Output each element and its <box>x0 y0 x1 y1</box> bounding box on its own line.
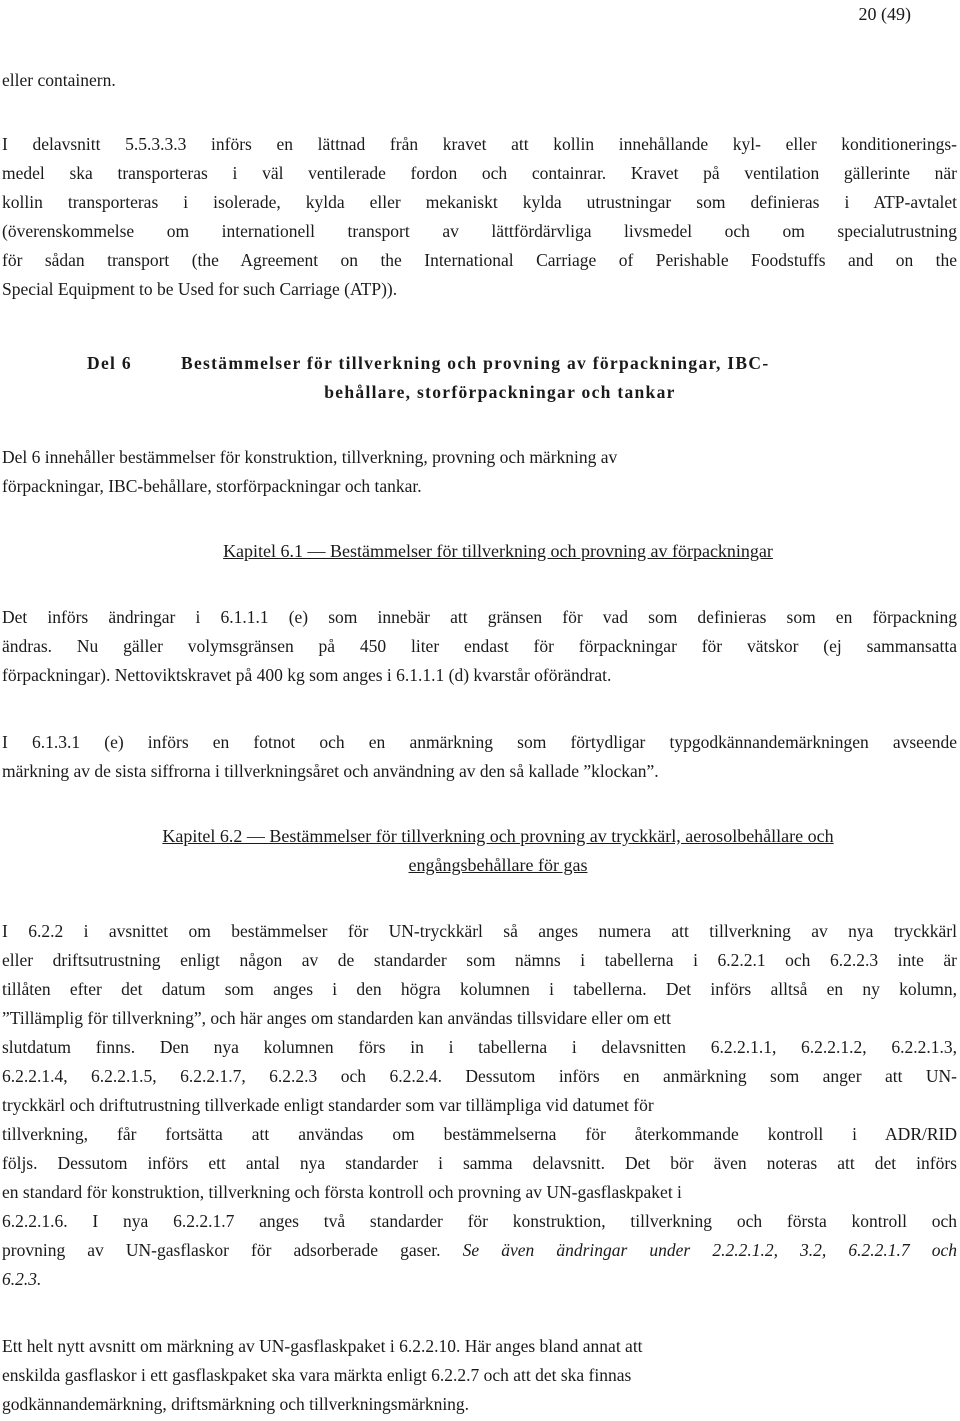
text-line <box>2 1265 957 1294</box>
text-line: förpackningar). Nettoviktskravet på 400 kg som anges i 6.1.1.1 (d) kvarstår oförändrat. <box>2 665 612 685</box>
text-line: godkännandemärkning, driftsmärkning och tillverkningsmärkning. <box>2 1394 470 1414</box>
cross-reference: Se även ändringar under 2.2.2.1.2, 3.2, 6.2.2.1.7 och <box>462 1240 957 1260</box>
chapter-heading-6-2-continued: engångsbehållare för gas <box>408 855 588 875</box>
text-line: ”Tillämplig för tillverkning”, och här anges om standarden kan användas tillsvidare eller om ett <box>2 1008 672 1028</box>
text-line: en standard för konstruktion, tillverkning och första kontroll och provning av UN-gasflaskpaket i <box>2 1182 682 1202</box>
paragraph-part-intro <box>2 443 957 501</box>
text-line: medel ska transporteras i väl ventilerade fordon och containrar. Kravet på ventilation gällerinte när <box>2 163 957 183</box>
text-line: enskilda gasflaskor i ett gasflaskpaket ska vara märkta enligt 6.2.2.7 och att det ska finnas <box>2 1365 632 1385</box>
text-line: I 6.2.2 i avsnittet om bestämmelser för UN-tryckkärl så anges numera att tillverkning av nya tryckkärl <box>2 921 957 941</box>
text-line: Det införs ändringar i 6.1.1.1 (e) som innebär att gränsen för vad som definieras som en förpackning <box>2 607 957 627</box>
page-number: 20 (49) <box>858 4 911 24</box>
text-line: ändras. Nu gäller volymsgränsen på 450 liter endast för förpackningar för vätskor (ej sammansatta <box>2 636 957 656</box>
text-line: Special Equipment to be Used for such Carriage (ATP)). <box>2 279 398 299</box>
text-line: för sådan transport (the Agreement on the International Carriage of Perishable Foodstuffs and on the <box>2 250 957 270</box>
text-line: märkning av de sista siffrorna i tillverkningsåret och användning av den så kallade ”klockan”. <box>2 761 659 781</box>
text-line: I 6.1.3.1 (e) införs en fotnot och en anmärkning som förtydligar typgodkännandemärkningen avseende <box>2 732 957 752</box>
text-line <box>2 1236 957 1265</box>
text-line: Ett helt nytt avsnitt om märkning av UN-gasflaskpaket i 6.2.2.10. Här anges bland annat att <box>2 1336 643 1356</box>
text-line: tillverkning, får fortsätta att användas om bestämmelserna för återkommande kontroll i ADR/RID <box>2 1124 957 1144</box>
text-line: tryckkärl och driftutrustning tillverkade enligt standarder som var tillämpliga vid datumet för <box>2 1095 654 1115</box>
text-line: Del 6 innehåller bestämmelser för konstruktion, tillverkning, provning och märkning av <box>2 447 618 467</box>
text-line: följs. Dessutom införs ett antal nya standarder i samma delavsnitt. Det bör även noteras att det införs <box>2 1153 957 1173</box>
part-number: Del 6 <box>87 353 132 373</box>
paragraph-pressure-receptacles <box>2 917 957 1294</box>
text-line: eller containern. <box>2 70 116 90</box>
text-run: provning av UN-gasflaskor för adsorberade gaser. <box>2 1240 441 1260</box>
paragraph-cooling-agents <box>2 130 957 304</box>
text-line: förpackningar, IBC-behållare, storförpackningar och tankar. <box>2 476 422 496</box>
text-line: 6.2.2.1.6. I nya 6.2.2.1.7 anges två standarder för konstruktion, tillverkning och första kontroll och <box>2 1211 957 1231</box>
paragraph-gas-bundle-marking <box>2 1332 957 1419</box>
part-title-continued: behållare, storförpackningar och tankar <box>324 382 676 402</box>
cross-reference-continued: 6.2.3. <box>2 1269 42 1289</box>
paragraph-continuation <box>2 66 957 95</box>
text-line: slutdatum finns. Den nya kolumnen förs in i tabellerna i delavsnitten 6.2.2.1.1, 6.2.2.1.2, 6.2.2.1.3, <box>2 1037 957 1057</box>
text-line: (överenskommelse om internationell transport av lättfördärvliga livsmedel och om specialutrustning <box>2 221 957 241</box>
text-line: kollin transporteras i isolerade, kylda eller mekaniskt kylda utrustningar som definieras i ATP-avtalet <box>2 192 957 212</box>
paragraph-packaging-definition <box>2 603 957 690</box>
paragraph-footnote-marking <box>2 728 957 786</box>
chapter-heading-6-1: Kapitel 6.1 — Bestämmelser för tillverkning och provning av förpackningar <box>223 541 773 561</box>
part-heading <box>0 349 960 413</box>
chapter-heading-6-2: Kapitel 6.2 — Bestämmelser för tillverkning och provning av tryckkärl, aerosolbehållare och <box>162 826 834 846</box>
text-line: eller driftsutrustning enligt någon av de standarder som nämns i tabellerna i 6.2.2.1 och 6.2.2.3 inte är <box>2 950 957 970</box>
part-title: Bestämmelser för tillverkning och provning av förpackningar, IBC- <box>181 353 770 373</box>
text-line: 6.2.2.1.4, 6.2.2.1.5, 6.2.2.1.7, 6.2.2.3 och 6.2.2.4. Dessutom införs en anmärkning som anger att UN- <box>2 1066 957 1086</box>
text-line: I delavsnitt 5.5.3.3.3 införs en lättnad från kravet att kollin innehållande kyl- eller konditionerings- <box>2 134 957 154</box>
text-line: tillåten efter det datum som anges i den högra kolumnen i tabellerna. Det införs alltså en ny kolumn, <box>2 979 957 999</box>
